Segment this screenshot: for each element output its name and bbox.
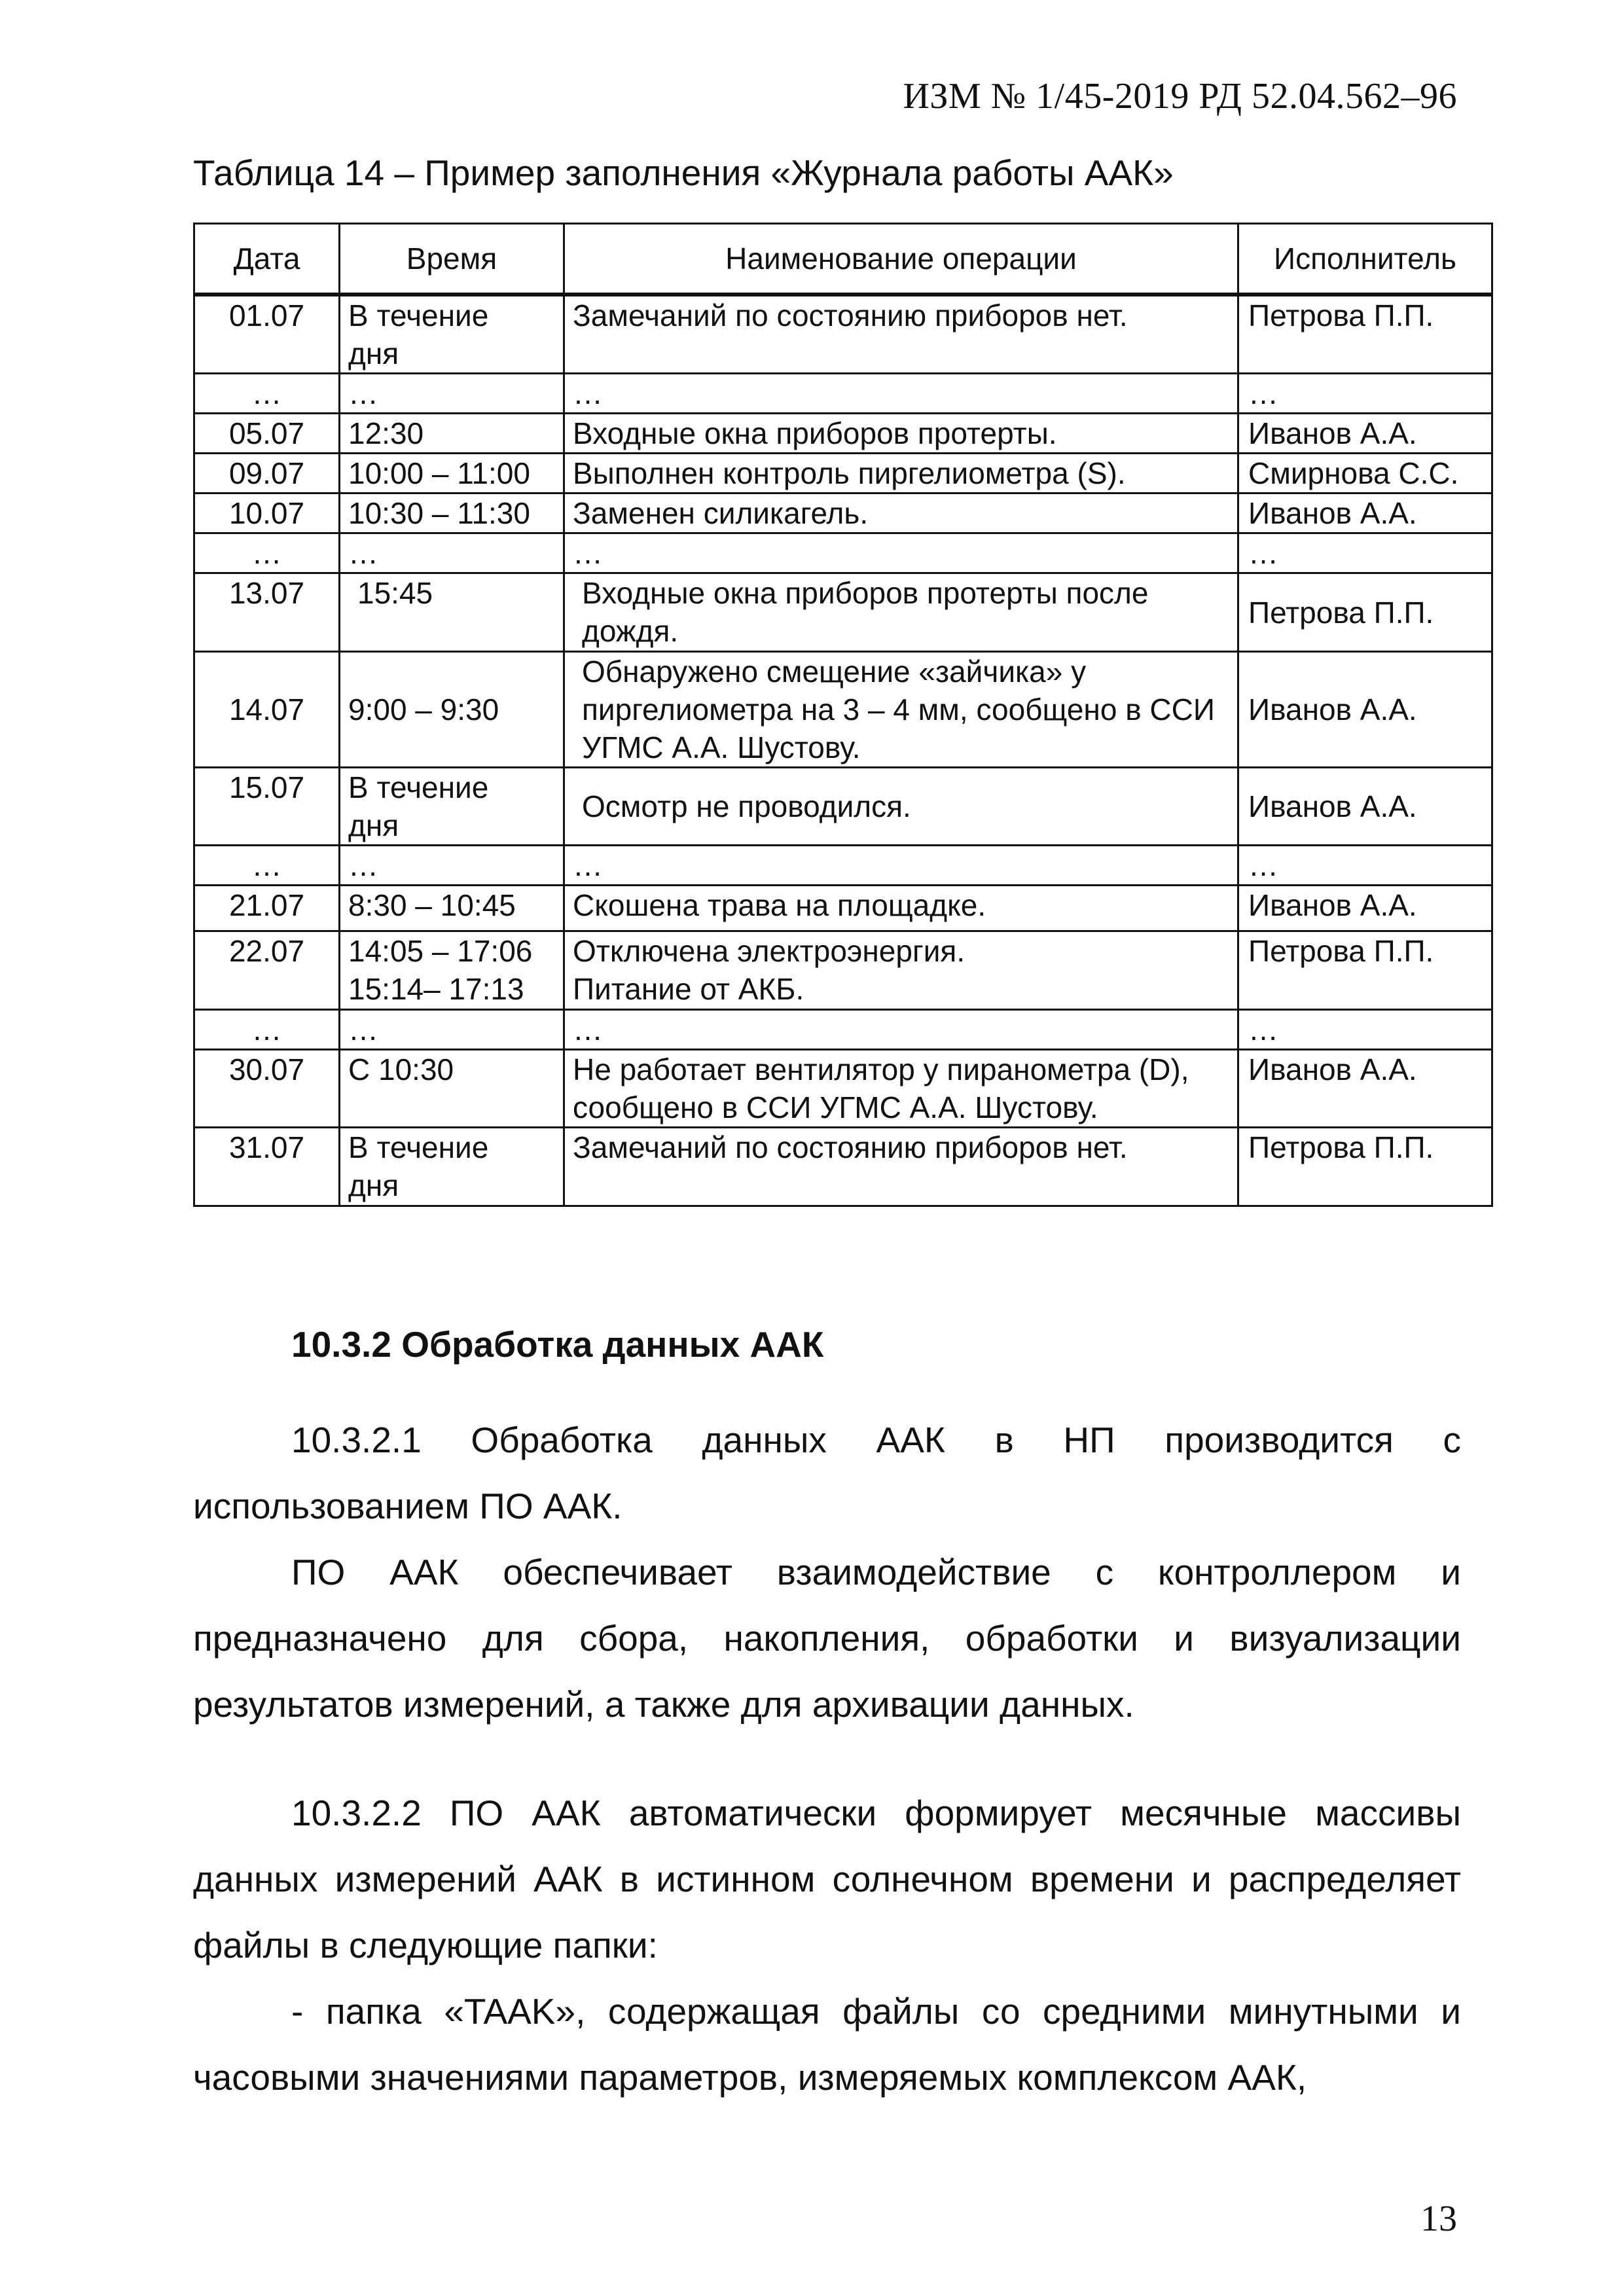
section-heading: 10.3.2 Обработка данных ААК — [291, 1324, 824, 1365]
cell-date: 15.07 — [194, 768, 340, 846]
table-row — [194, 533, 1492, 573]
cell-time: 10:00 – 11:00 — [340, 454, 564, 493]
cell-operation: Не работает вентилятор у пиранометра (D), сообщено в ССИ УГМС А.А. Шустову. — [564, 1050, 1238, 1128]
cell-time: 9:00 – 9:30 — [340, 652, 564, 768]
cell-executor: Петрова П.П. — [1238, 931, 1492, 1010]
cell-executor: Иванов А.А. — [1238, 1050, 1492, 1128]
cell-executor: Петрова П.П. — [1238, 1128, 1492, 1206]
cell-operation: Заменен силикагель. — [564, 493, 1238, 533]
table-header-row — [194, 224, 1492, 295]
cell-date: 14.07 — [194, 652, 340, 768]
cell-operation: … — [564, 533, 1238, 573]
paragraph: ПО ААК обеспечивает взаимодействие с контроллером и предназначено для сбора, накопления, обработки и визуализации результатов измерений, а также для архивации данных. — [193, 1552, 1461, 1725]
cell-operation: Скошена трава на площадке. — [564, 886, 1238, 931]
cell-executor: … — [1238, 846, 1492, 886]
cell-date: 09.07 — [194, 454, 340, 493]
cell-time: 12:30 — [340, 414, 564, 454]
column-header-time: Время — [340, 224, 564, 295]
cell-time: … — [340, 846, 564, 886]
cell-date: 22.07 — [194, 931, 340, 1010]
table-row — [194, 886, 1492, 931]
cell-date: … — [194, 374, 340, 414]
table-row — [194, 1050, 1492, 1128]
table-row — [194, 1128, 1492, 1206]
table-row — [194, 846, 1492, 886]
cell-operation: Выполнен контроль пиргелиометра (S). — [564, 454, 1238, 493]
cell-executor: Петрова П.П. — [1238, 295, 1492, 374]
paragraph: - папка «TAAK», содержащая файлы со средними минутными и часовыми значениями параметров, измеряемых комплексом ААК, — [193, 1991, 1461, 2098]
cell-date: 30.07 — [194, 1050, 340, 1128]
cell-operation: … — [564, 846, 1238, 886]
table-row — [194, 295, 1492, 374]
cell-time: В течение дня — [340, 1128, 564, 1206]
cell-executor: … — [1238, 1010, 1492, 1050]
document-code: ИЗМ № 1/45-2019 РД 52.04.562–96 — [903, 76, 1457, 117]
paragraph: 10.3.2.1 Обработка данных ААК в НП производится с использованием ПО ААК. — [193, 1420, 1461, 1526]
cell-executor: Иванов А.А. — [1238, 768, 1492, 846]
cell-operation: Входные окна приборов протерты после дождя. — [564, 573, 1238, 652]
cell-time: В течение дня — [340, 295, 564, 374]
paragraph: 10.3.2.2 ПО ААК автоматически формирует месячные массивы данных измерений ААК в истинном солнечном времени и распределяет файлы в следующие папки: — [193, 1793, 1461, 1965]
table-row — [194, 493, 1492, 533]
cell-time: 14:05 – 17:06 15:14– 17:13 — [340, 931, 564, 1010]
cell-time: … — [340, 533, 564, 573]
table-caption: Таблица 14 – Пример заполнения «Журнала работы ААК» — [193, 152, 1174, 193]
table-row — [194, 414, 1492, 454]
table-row — [194, 454, 1492, 493]
cell-time: 15:45 — [340, 573, 564, 652]
cell-operation: Осмотр не проводился. — [564, 768, 1238, 846]
cell-operation: … — [564, 374, 1238, 414]
cell-executor: Иванов А.А. — [1238, 414, 1492, 454]
table-row — [194, 768, 1492, 846]
cell-operation: Отключена электроэнергия. Питание от АКБ. — [564, 931, 1238, 1010]
cell-executor: Иванов А.А. — [1238, 493, 1492, 533]
cell-date: 10.07 — [194, 493, 340, 533]
cell-executor: … — [1238, 374, 1492, 414]
cell-date: 21.07 — [194, 886, 340, 931]
column-header-date: Дата — [194, 224, 340, 295]
table-row — [194, 652, 1492, 768]
column-header-operation: Наименование операции — [564, 224, 1238, 295]
cell-date: … — [194, 1010, 340, 1050]
table-row — [194, 573, 1492, 652]
journal-table — [193, 223, 1493, 1207]
cell-executor: Иванов А.А. — [1238, 652, 1492, 768]
cell-operation: Обнаружено смещение «зайчика» у пиргелиометра на 3 – 4 мм, сообщено в ССИ УГМС А.А. Шустову. — [564, 652, 1238, 768]
cell-operation: Входные окна приборов протерты. — [564, 414, 1238, 454]
cell-date: 13.07 — [194, 573, 340, 652]
column-header-executor: Исполнитель — [1238, 224, 1492, 295]
cell-time: … — [340, 1010, 564, 1050]
cell-date: 01.07 — [194, 295, 340, 374]
cell-operation: Замечаний по состоянию приборов нет. — [564, 295, 1238, 374]
cell-date: … — [194, 846, 340, 886]
table-row — [194, 374, 1492, 414]
cell-date: 05.07 — [194, 414, 340, 454]
cell-executor: Смирнова С.С. — [1238, 454, 1492, 493]
cell-executor: … — [1238, 533, 1492, 573]
cell-operation: Замечаний по состоянию приборов нет. — [564, 1128, 1238, 1206]
table-row — [194, 1010, 1492, 1050]
cell-time: … — [340, 374, 564, 414]
cell-time: С 10:30 — [340, 1050, 564, 1128]
cell-time: 8:30 – 10:45 — [340, 886, 564, 931]
cell-date: 31.07 — [194, 1128, 340, 1206]
cell-time: В течение дня — [340, 768, 564, 846]
cell-date: … — [194, 533, 340, 573]
cell-time: 10:30 – 11:30 — [340, 493, 564, 533]
page-number: 13 — [1420, 2198, 1457, 2239]
cell-executor: Петрова П.П. — [1238, 573, 1492, 652]
table-row — [194, 931, 1492, 1010]
cell-executor: Иванов А.А. — [1238, 886, 1492, 931]
cell-operation: … — [564, 1010, 1238, 1050]
